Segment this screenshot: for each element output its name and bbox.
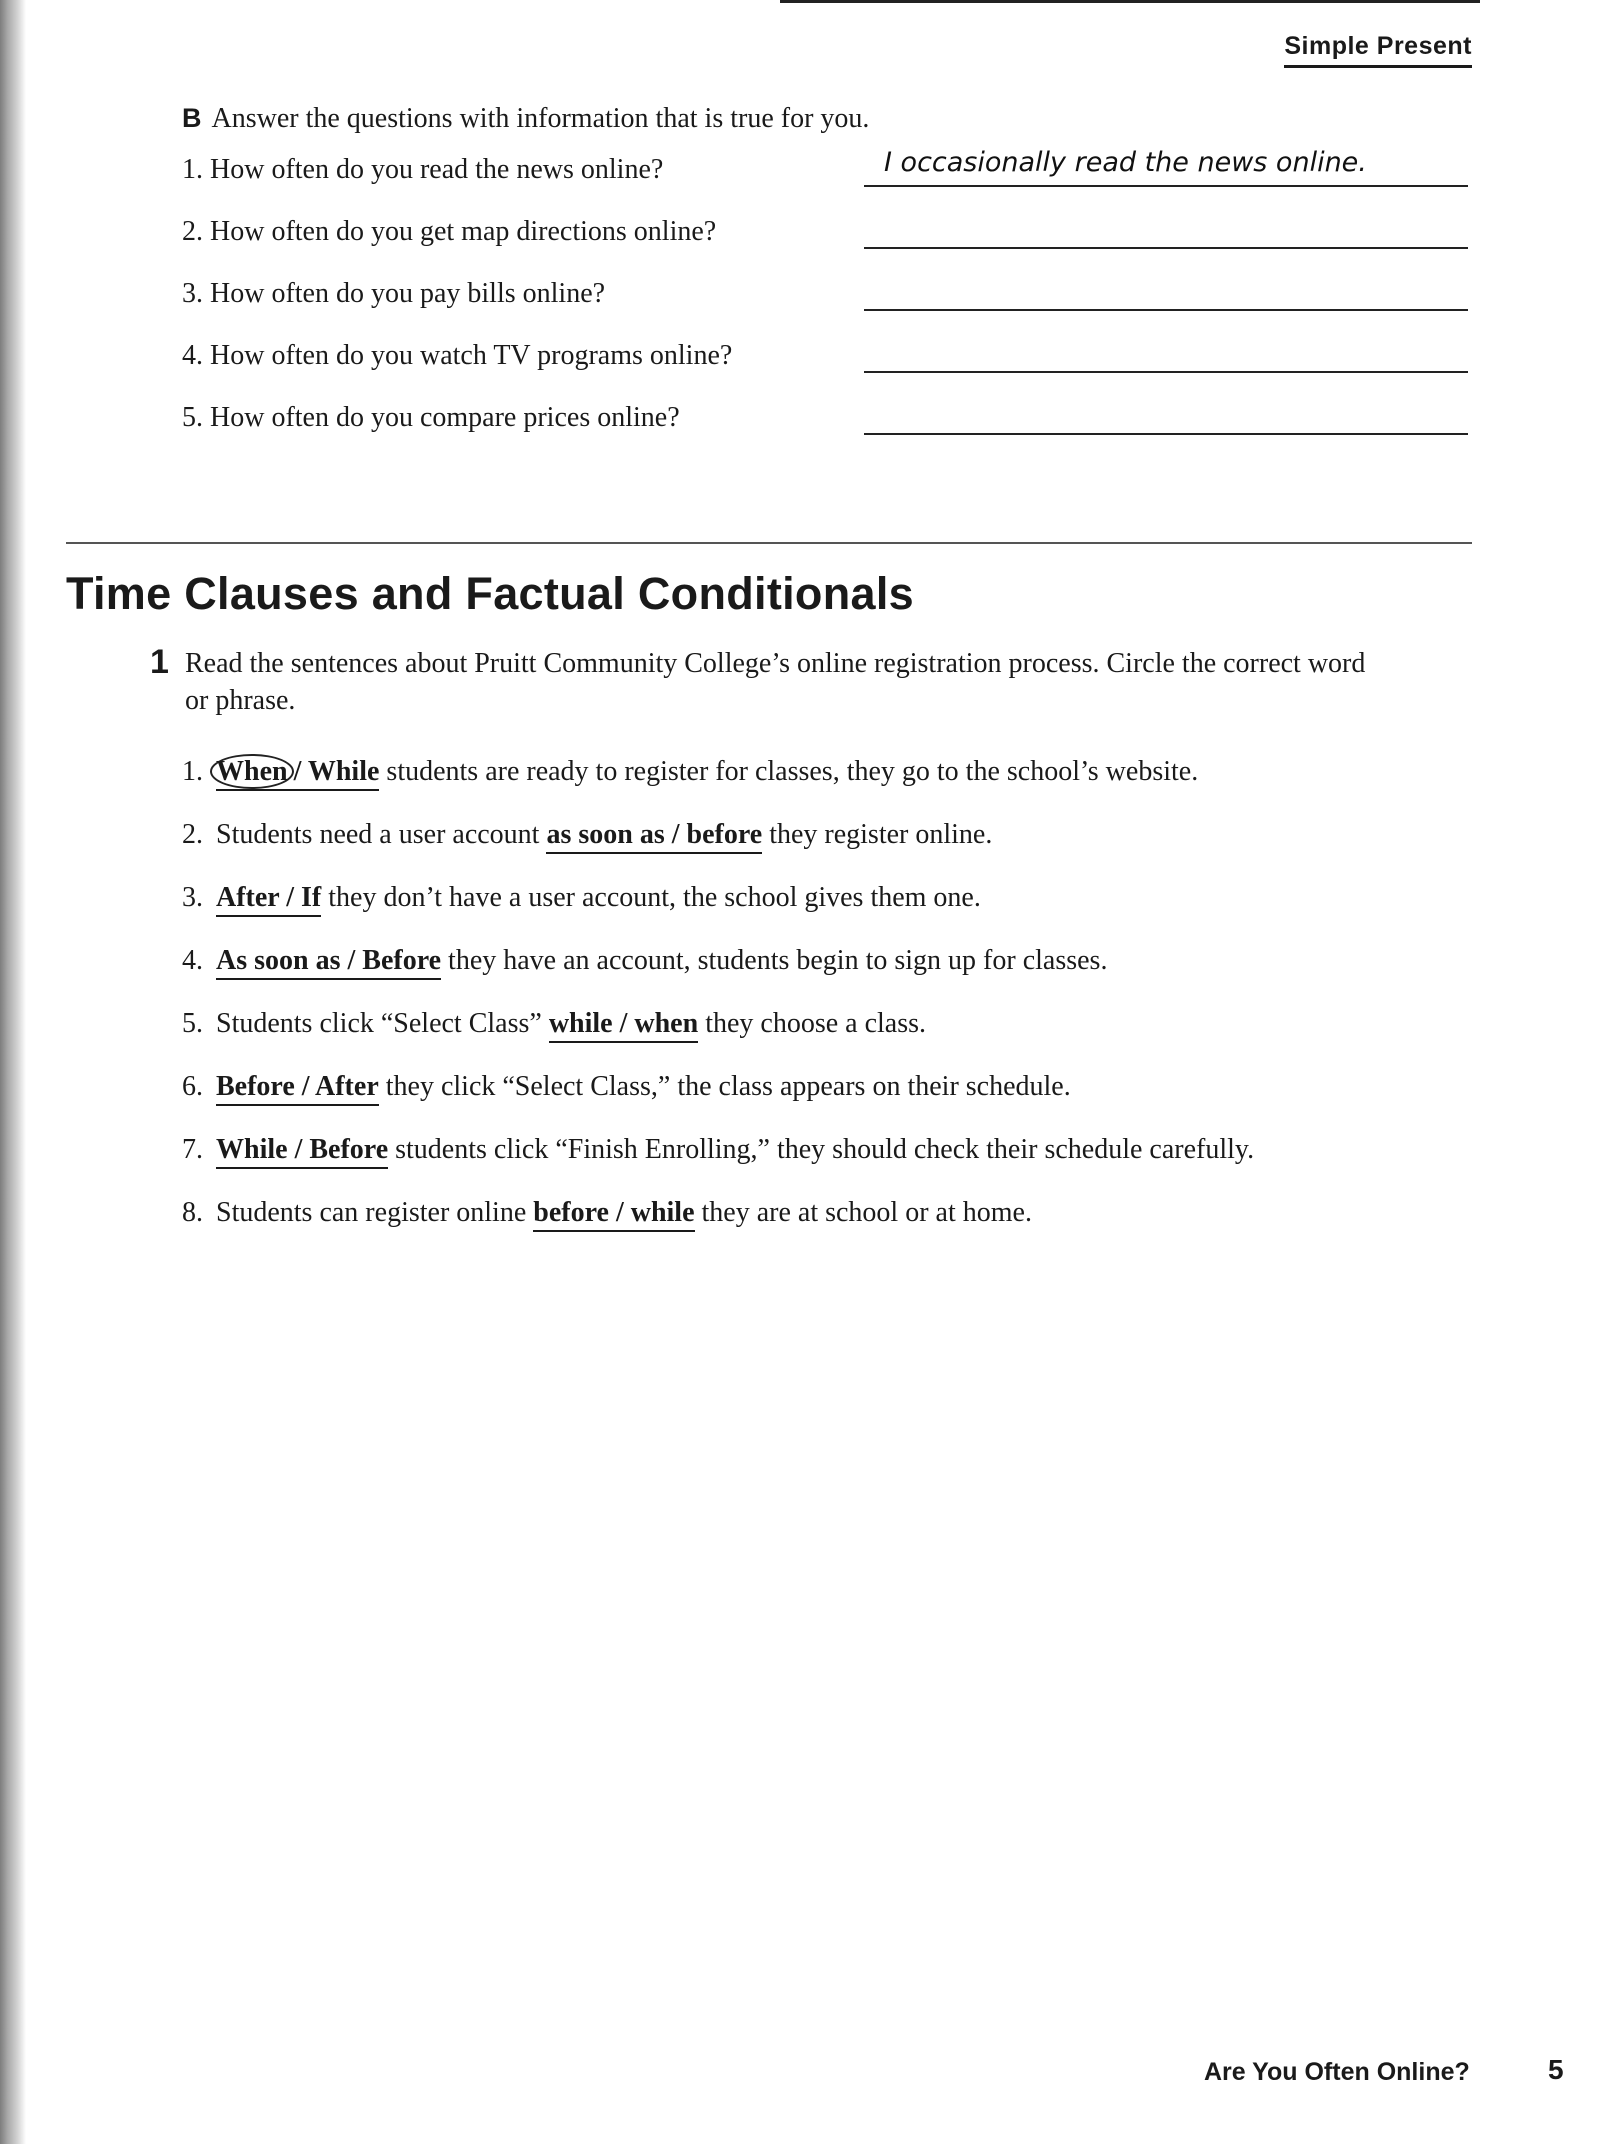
list-item — [150, 753, 1396, 791]
question-text — [182, 401, 680, 435]
question-number: 2. — [182, 216, 203, 247]
list-item — [150, 1194, 1396, 1232]
exercise-b-instruction-text: Answer the questions with information that is true for you. — [211, 103, 870, 134]
choice-pair — [216, 1072, 379, 1106]
question-label: How often do you watch TV programs online? — [210, 340, 733, 371]
question-text — [182, 339, 732, 373]
item-text-after: they have an account, students begin to sign up for classes. — [441, 945, 1108, 976]
page-number: 5 — [1548, 2054, 1564, 2085]
item-number: 6. — [182, 1071, 203, 1102]
question-row — [182, 261, 1482, 323]
choice-option[interactable]: while — [630, 1197, 695, 1228]
choice-separator: / — [664, 819, 687, 850]
question-label: How often do you read the news online? — [210, 154, 664, 185]
list-item — [150, 816, 1396, 854]
item-number: 3. — [182, 882, 203, 913]
answer-line[interactable] — [864, 371, 1468, 373]
choice-option[interactable]: while — [548, 1008, 613, 1039]
list-item — [150, 879, 1396, 917]
item-text-before: Students click “Select Class” — [216, 1008, 549, 1039]
choice-pair — [216, 946, 441, 980]
item-text-after: they register online. — [762, 819, 993, 850]
choice-pair — [546, 820, 762, 854]
question-label: How often do you pay bills online? — [210, 278, 606, 309]
question-text — [182, 153, 663, 187]
exercise-b — [182, 100, 1482, 447]
exercise-1-header — [150, 645, 1400, 719]
choice-option[interactable]: If — [301, 882, 322, 913]
choice-pair — [216, 757, 379, 791]
footer-unit-title: Are You Often Online? — [1204, 2058, 1470, 2086]
section-divider — [66, 542, 1472, 544]
item-number: 4. — [182, 945, 203, 976]
choice-pair — [216, 883, 321, 917]
choice-separator: / — [612, 1008, 635, 1039]
item-number: 1. — [182, 756, 203, 787]
question-text — [182, 215, 716, 249]
question-number: 5. — [182, 402, 203, 433]
answer-line[interactable] — [864, 185, 1468, 187]
choice-option-circled[interactable]: When — [210, 754, 294, 789]
exercise-1 — [150, 645, 1400, 1257]
list-item — [150, 1068, 1396, 1106]
question-number: 1. — [182, 154, 203, 185]
answer-line[interactable] — [864, 433, 1468, 435]
choice-option[interactable]: Before — [309, 1134, 389, 1165]
question-label: How often do you compare prices online? — [210, 402, 680, 433]
choice-option[interactable]: when — [634, 1008, 699, 1039]
choice-option[interactable]: After — [216, 882, 280, 913]
answer-line[interactable] — [864, 309, 1468, 311]
choice-pair — [549, 1009, 698, 1043]
choice-option[interactable]: After — [315, 1071, 379, 1102]
question-number: 3. — [182, 278, 203, 309]
choice-option[interactable]: before — [686, 819, 763, 850]
item-text-before: Students need a user account — [216, 819, 547, 850]
question-row — [182, 137, 1482, 199]
item-number: 7. — [182, 1134, 203, 1165]
exercise-b-instruction — [182, 100, 1482, 137]
item-number: 8. — [182, 1197, 203, 1228]
item-text-before: Students can register online — [216, 1197, 534, 1228]
question-number: 4. — [182, 340, 203, 371]
item-text-after: students click “Finish Enrolling,” they should check their schedule carefully. — [388, 1134, 1255, 1165]
choice-option[interactable]: While — [307, 756, 380, 787]
choice-pair — [533, 1198, 694, 1232]
exercise-number: 1 — [150, 643, 169, 681]
item-list — [150, 753, 1400, 1232]
exercise-b-letter: B — [182, 103, 202, 133]
item-text-after: they are at school or at home. — [694, 1197, 1032, 1228]
top-rule — [780, 0, 1480, 3]
question-row — [182, 323, 1482, 385]
choice-option[interactable]: as soon as — [546, 819, 665, 850]
question-row — [182, 199, 1482, 261]
item-number: 2. — [182, 819, 203, 850]
answer-line[interactable] — [864, 247, 1468, 249]
item-text-after: they click “Select Class,” the class appears on their schedule. — [378, 1071, 1071, 1102]
exercise-1-instruction: Read the sentences about Pruitt Community College’s online registration process. Circle the correct word or phrase. — [185, 648, 1366, 716]
question-row — [182, 385, 1482, 447]
choice-option[interactable]: before — [533, 1197, 609, 1228]
item-text-after: they don’t have a user account, the school gives them one. — [321, 882, 981, 913]
scan-shadow-edge — [0, 0, 26, 2144]
choice-separator: / — [287, 1134, 310, 1165]
item-text-after: students are ready to register for classes, they go to the school’s website. — [379, 756, 1199, 787]
choice-option[interactable]: As soon as — [216, 945, 341, 976]
choice-pair — [216, 1135, 388, 1169]
question-label: How often do you get map directions online? — [210, 216, 717, 247]
choice-separator: / — [293, 756, 308, 787]
item-text-after: they choose a class. — [698, 1008, 927, 1039]
list-item — [150, 942, 1396, 980]
list-item — [150, 1005, 1396, 1043]
choice-separator: / — [608, 1197, 631, 1228]
running-head: Simple Present — [1284, 32, 1472, 68]
item-number: 5. — [182, 1008, 203, 1039]
list-item — [150, 1131, 1396, 1169]
choice-option[interactable]: Before — [216, 1071, 295, 1102]
handwritten-answer[interactable]: I occasionally read the news online. — [884, 147, 1367, 178]
choice-option[interactable]: While — [216, 1134, 288, 1165]
section-title: Time Clauses and Factual Conditionals — [66, 568, 914, 619]
choice-separator: / — [279, 882, 301, 913]
choice-separator: / — [294, 1071, 316, 1102]
choice-option[interactable]: Before — [362, 945, 442, 976]
choice-separator: / — [340, 945, 363, 976]
question-text — [182, 277, 605, 311]
